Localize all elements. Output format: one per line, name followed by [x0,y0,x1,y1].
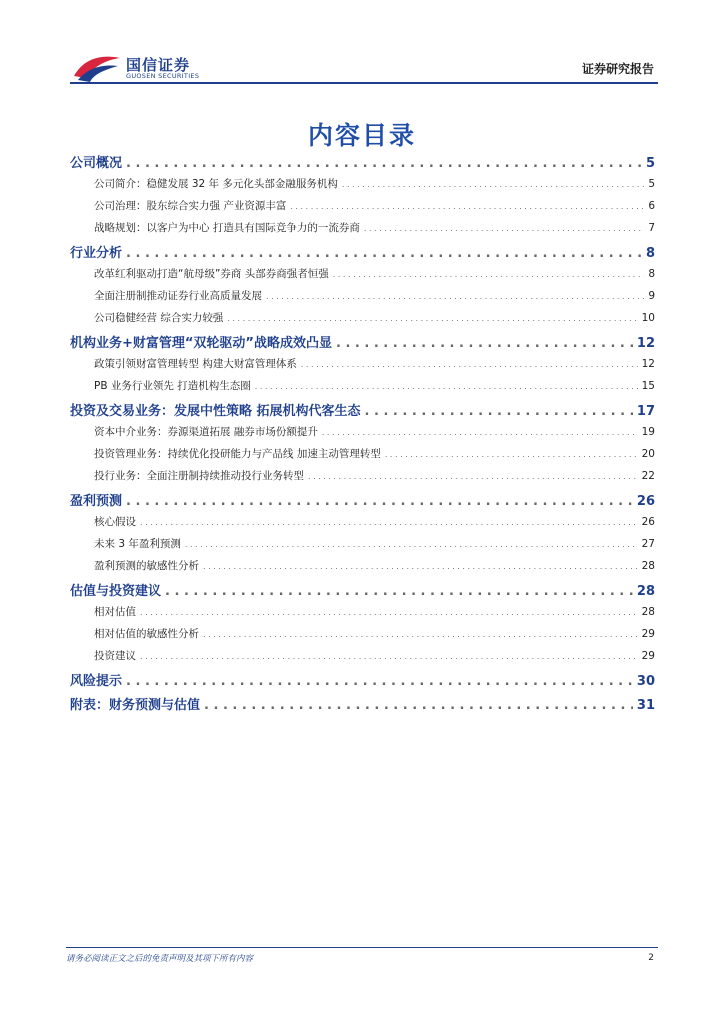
toc-entry-label: 盈利预测 [70,494,123,509]
toc-dot-leader [126,246,642,261]
toc-dot-leader [365,404,633,419]
toc-section-entry[interactable] [70,490,655,514]
toc-dot-leader [185,540,638,549]
page-header [0,0,724,90]
toc-entry-label: 全面注册制推动证券行业高质量发展 [94,290,262,302]
toc-entry-page: 28 [641,560,655,572]
toc-subsection-entry[interactable] [70,266,655,288]
toc-dot-leader [308,472,638,481]
toc-entry-page: 20 [641,448,655,460]
toc-entry-label: 公司概况 [70,156,123,171]
toc-entry-label: 附表：财务预测与估值 [70,698,201,713]
company-logo [72,50,212,86]
toc-entry-page: 29 [641,650,655,662]
toc-title: 内容目录 [307,121,416,150]
toc-subsection-entry[interactable] [70,626,655,648]
toc-entry-page: 22 [641,470,655,482]
toc-entry-label: 公司简介：稳健发展 32 年 多元化头部金融服务机构 [94,178,338,190]
toc-entry-page: 8 [645,246,655,261]
toc-dot-leader [126,494,633,509]
report-type-label: 证券研究报告 [581,62,654,76]
toc-dot-leader [126,674,633,689]
toc-entry-label: 未来 3 年盈利预测 [94,538,181,550]
toc-dot-leader [322,428,638,437]
toc-entry-label: 公司治理：股东综合实力强 产业资源丰富 [94,200,287,212]
toc-section-entry[interactable] [70,332,655,356]
toc-dot-leader [290,202,644,211]
toc-entry-page: 26 [641,516,655,528]
toc-entry-page: 28 [636,584,655,599]
toc-subsection-entry[interactable] [70,176,655,198]
toc-dot-leader [385,450,638,459]
toc-entry-label: 投资管理业务：持续优化投研能力与产品线 加速主动管理转型 [94,448,381,460]
toc-dot-leader [140,608,638,617]
page-number: 2 [648,953,654,963]
toc-dot-leader [255,382,638,391]
toc-entry-page: 8 [648,268,655,280]
toc-entry-label: 盈利预测的敏感性分析 [94,560,199,572]
toc-entry-page: 29 [641,628,655,640]
toc-entry-page: 15 [641,380,655,392]
toc-entry-label: 核心假设 [94,516,136,528]
toc-entry-label: 投行业务：全面注册制持续推动投行业务转型 [94,470,304,482]
toc-entry-page: 17 [636,404,655,419]
toc-subsection-entry[interactable] [70,378,655,400]
toc-entry-page: 10 [641,312,655,324]
toc-entry-page: 27 [641,538,655,550]
toc-subsection-entry[interactable] [70,604,655,626]
toc-subsection-entry[interactable] [70,356,655,378]
toc-subsection-entry[interactable] [70,558,655,580]
toc-dot-leader [165,584,633,599]
toc-section-entry[interactable] [70,580,655,604]
toc-section-entry[interactable] [70,670,655,694]
toc-dot-leader [336,336,633,351]
toc-entry-page: 12 [636,336,655,351]
toc-entry-page: 30 [636,674,655,689]
toc-entry-page: 12 [641,358,655,370]
toc-entry-page: 31 [636,698,655,713]
toc-subsection-entry[interactable] [70,446,655,468]
toc-entry-page: 28 [641,606,655,618]
toc-entry-label: 改革红利驱动打造“航母级”券商 头部券商强者恒强 [94,268,329,280]
toc-subsection-entry[interactable] [70,468,655,490]
footer-divider [66,947,658,948]
toc-dot-leader [203,562,638,571]
toc-dot-leader [333,270,645,279]
toc-dot-leader [364,224,644,233]
toc-dot-leader [227,314,637,323]
toc-subsection-entry[interactable] [70,220,655,242]
toc-entry-label: 政策引领财富管理转型 构建大财富管理体系 [94,358,297,370]
toc-entry-page: 5 [645,156,655,171]
toc-section-entry[interactable] [70,694,655,718]
toc-entry-page: 7 [648,222,655,234]
toc-dot-leader [140,518,638,527]
logo-english-name: GUOSEN SECURITIES [126,72,200,80]
toc-dot-leader [204,698,633,713]
toc-entry-page: 6 [648,200,655,212]
logo-chinese-name: 国信证券 [126,56,191,74]
toc-dot-leader [342,180,644,189]
toc-entry-label: 战略规划：以客户为中心 打造具有国际竞争力的一流券商 [94,222,360,234]
toc-section-entry[interactable] [70,242,655,266]
toc-entry-label: 行业分析 [70,246,123,261]
toc-entry-label: 相对估值 [94,606,136,618]
toc-entry-label: 相对估值的敏感性分析 [94,628,199,640]
toc-entry-label: 投资及交易业务：发展中性策略 拓展机构代客生态 [70,404,361,419]
table-of-contents [70,152,655,718]
toc-dot-leader [203,630,638,639]
toc-entry-label: 估值与投资建议 [70,584,162,599]
toc-entry-label: 投资建议 [94,650,136,662]
toc-entry-label: 资本中介业务：券源渠道拓展 融券市场份额提升 [94,426,318,438]
toc-entry-label: 机构业务+财富管理“双轮驱动”战略成效凸显 [70,336,332,351]
toc-dot-leader [126,156,642,171]
toc-entry-page: 9 [648,290,655,302]
toc-section-entry[interactable] [70,152,655,176]
toc-entry-page: 26 [636,494,655,509]
header-divider [70,82,658,84]
toc-entry-label: 公司稳健经营 综合实力较强 [94,312,224,324]
disclaimer-note: 请务必阅读正文之后的免责声明及其项下所有内容 [66,954,254,964]
toc-entry-label: PB 业务行业领先 打造机构生态圈 [94,380,251,392]
toc-section-entry[interactable] [70,400,655,424]
toc-dot-leader [266,292,644,301]
toc-subsection-entry[interactable] [70,198,655,220]
guosen-logo-icon [72,52,122,82]
toc-subsection-entry[interactable] [70,288,655,310]
toc-subsection-entry[interactable] [70,536,655,558]
toc-subsection-entry[interactable] [70,424,655,446]
toc-dot-leader [140,652,638,661]
toc-subsection-entry[interactable] [70,648,655,670]
toc-entry-label: 风险提示 [70,674,123,689]
toc-subsection-entry[interactable] [70,514,655,536]
toc-subsection-entry[interactable] [70,310,655,332]
toc-entry-page: 19 [641,426,655,438]
toc-entry-page: 5 [648,178,655,190]
toc-dot-leader [301,360,638,369]
